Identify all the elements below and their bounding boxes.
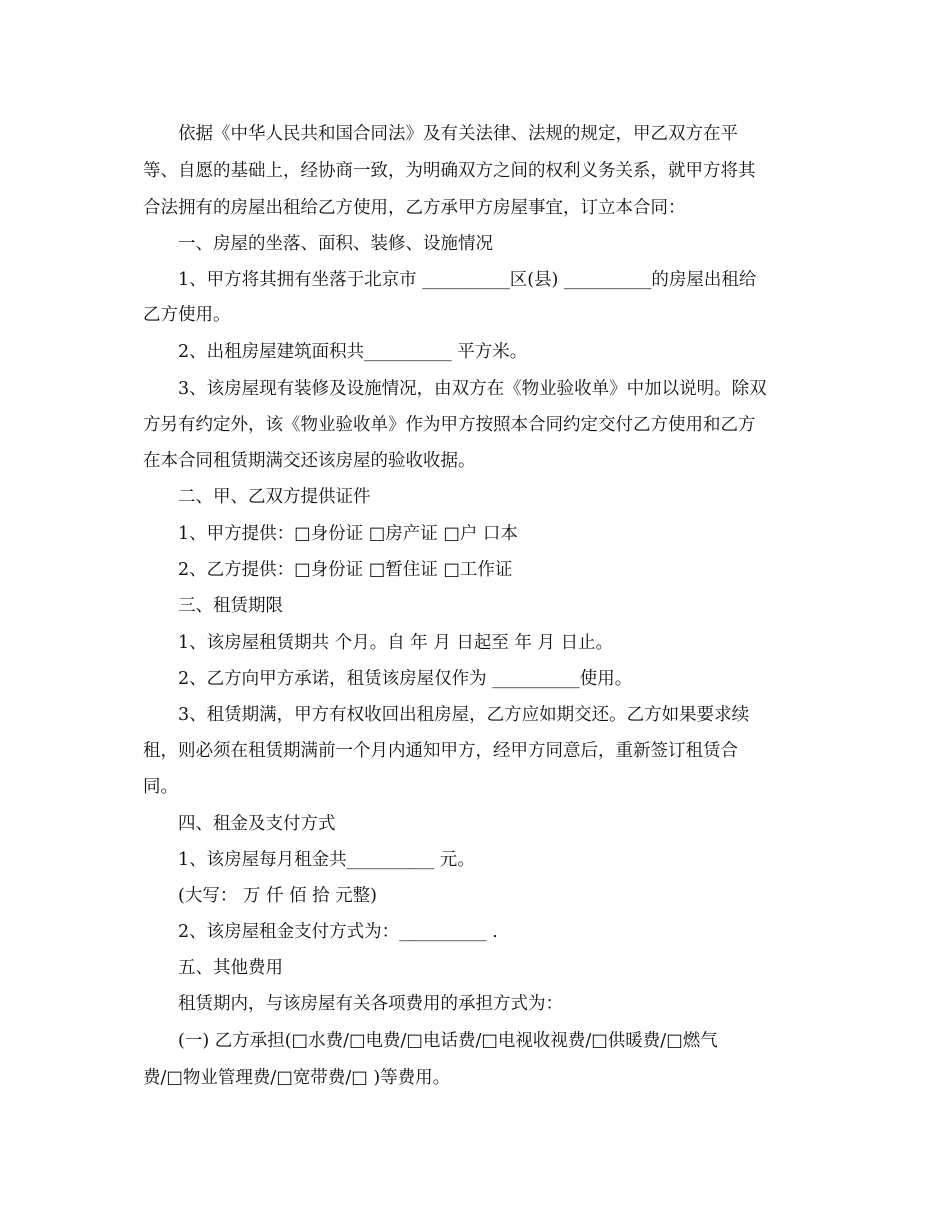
clause-2-2: 2、乙方提供：□身份证 □暂住证 □工作证 (178, 560, 513, 580)
intro-line-2: 等、自愿的基础上，经协商一致，为明确双方之间的权利义务关系，就甲方将其 (143, 161, 756, 181)
clause-1-1-line-1: 1、甲方将其拥有坐落于北京市 __________区(县) __________的房屋出租给 (178, 270, 757, 290)
clause-1-3-line-1: 3、该房屋现有装修及设施情况，由双方在《物业验收单》中加以说明。除双 (178, 379, 767, 399)
clause-4-2: 2、该房屋租金支付方式为：__________ . (178, 922, 498, 942)
clause-3-3-line-1: 3、租赁期满，甲方有权收回出租房屋，乙方应如期交还。乙方如果要求续 (178, 705, 750, 725)
section-4-title: 四、租金及支付方式 (178, 814, 336, 834)
intro-line-3: 合法拥有的房屋出租给乙方使用，乙方承甲方房屋事宜，订立本合同： (143, 198, 686, 218)
section-5-intro: 租赁期内，与该房屋有关各项费用的承担方式为： (178, 994, 563, 1014)
section-3-title: 三、租赁期限 (178, 596, 283, 616)
clause-3-3-line-2: 租，则必须在租赁期满前一个月内通知甲方，经甲方同意后，重新签订租赁合 (143, 741, 738, 761)
clause-4-1: 1、该房屋每月租金共__________ 元。 (178, 850, 475, 870)
clause-1-1-line-2: 乙方使用。 (143, 305, 231, 325)
clause-3-2: 2、乙方向甲方承诺，租赁该房屋仅作为 __________使用。 (178, 669, 633, 689)
clause-4-1-capital: (大写： 万 仟 佰 拾 元整) (178, 886, 377, 906)
clause-3-3-line-3: 同。 (143, 777, 178, 797)
clause-3-1: 1、该房屋租赁期共 个月。自 年 月 日起至 年 月 日止。 (178, 633, 614, 653)
section-1-title: 一、房屋的坐落、面积、装修、设施情况 (178, 234, 493, 254)
section-2-title: 二、甲、乙双方提供证件 (178, 487, 371, 507)
clause-5-1-line-1: (一) 乙方承担(□水费/□电费/□电话费/□电视收视费/□供暖费/□燃气 (178, 1031, 718, 1051)
intro-line-1: 依据《中华人民共和国合同法》及有关法律、法规的规定，甲乙双方在平 (178, 124, 738, 144)
clause-2-1: 1、甲方提供：□身份证 □房产证 □户 口本 (178, 524, 518, 544)
section-5-title: 五、其他费用 (178, 958, 283, 978)
clause-1-3-line-2: 方另有约定外，该《物业验收单》作为甲方按照本合同约定交付乙方使用和乙方 (143, 415, 756, 435)
clause-5-1-line-2: 费/□物业管理费/□宽带费/□ )等费用。 (143, 1068, 451, 1088)
clause-1-2: 2、出租房屋建筑面积共__________ 平方米。 (178, 342, 528, 362)
clause-1-3-line-3: 在本合同租赁期满交还该房屋的验收收据。 (143, 451, 476, 471)
